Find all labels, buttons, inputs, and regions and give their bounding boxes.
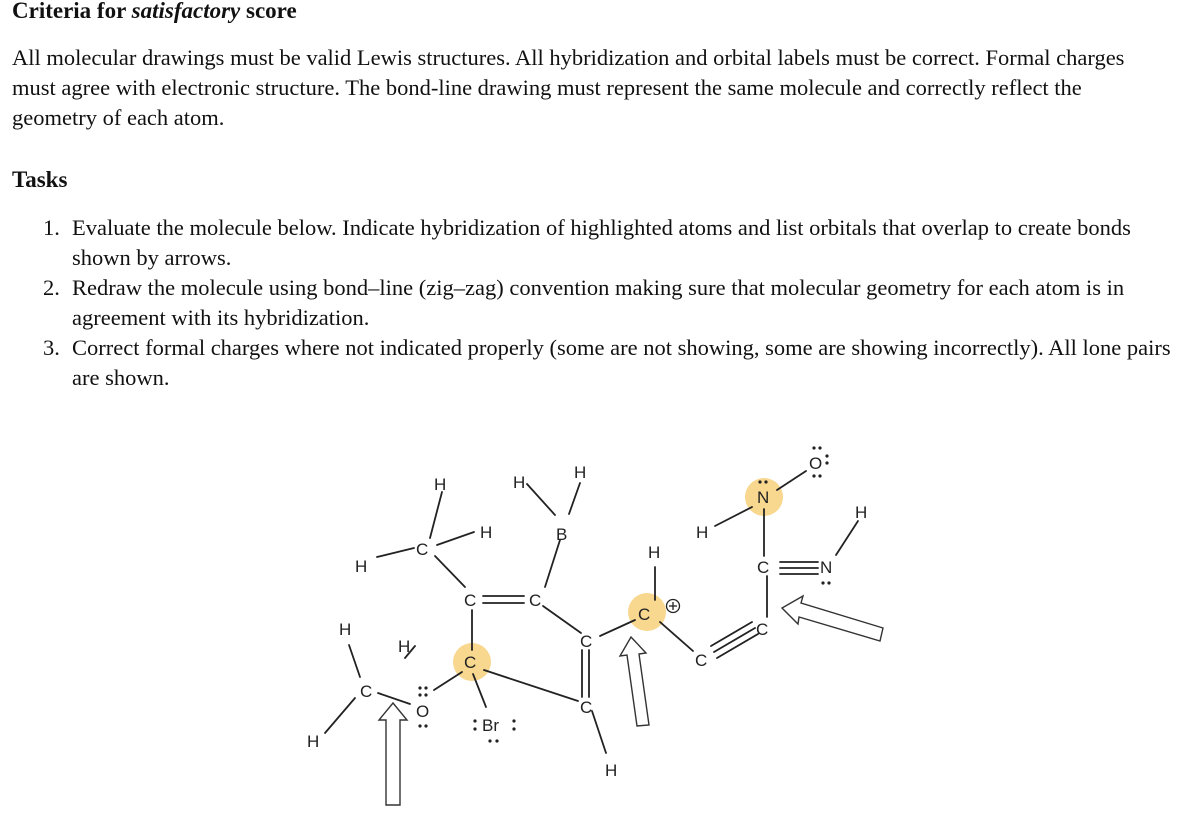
task-number: 3. bbox=[43, 335, 60, 360]
criteria-heading-suffix: score bbox=[240, 0, 297, 23]
atom-n2: N bbox=[820, 558, 833, 577]
atom-h5: H bbox=[480, 523, 493, 542]
atom-o1: O bbox=[416, 702, 430, 721]
atom-h1: H bbox=[339, 620, 352, 639]
atom-c6: C bbox=[580, 632, 593, 651]
atom-c10: C bbox=[756, 620, 769, 639]
atom-o2: O bbox=[809, 454, 823, 473]
molecule-diagram bbox=[290, 440, 900, 810]
atom-h8: H bbox=[574, 463, 587, 482]
formal-charge-plus bbox=[667, 600, 680, 613]
atom-c8: C bbox=[638, 605, 651, 624]
atom-c4: C bbox=[529, 591, 542, 610]
task-number: 2. bbox=[43, 275, 60, 300]
criteria-heading-emphasis: satisfactory bbox=[131, 0, 241, 23]
atom-br: Br bbox=[482, 716, 499, 735]
bond-arrow-middle bbox=[620, 637, 649, 726]
atom-h10: H bbox=[648, 543, 661, 562]
bond-arrow-right bbox=[782, 596, 883, 641]
criteria-heading bbox=[12, 0, 297, 24]
atom-h3: H bbox=[355, 557, 368, 576]
atom-h9: H bbox=[605, 761, 618, 780]
task-item bbox=[43, 333, 1182, 393]
atom-n1: N bbox=[757, 488, 770, 507]
atom-h12: H bbox=[855, 503, 868, 522]
atom-c5: C bbox=[464, 653, 477, 672]
atom-b: B bbox=[556, 525, 568, 544]
task-number: 1. bbox=[43, 215, 60, 240]
task-list bbox=[43, 213, 1182, 393]
task-item bbox=[43, 213, 1182, 273]
atom-c3: C bbox=[464, 591, 477, 610]
atom-c7: C bbox=[580, 698, 593, 717]
criteria-heading-prefix: Criteria for bbox=[12, 0, 132, 23]
task-text: Correct formal charges where not indicated properly (some are not showing, some are showing incorrectly). All lone pairs are shown. bbox=[72, 335, 1171, 390]
atom-h7: H bbox=[513, 473, 526, 492]
tasks-heading: Tasks bbox=[12, 167, 68, 192]
atom-h6: H bbox=[398, 637, 411, 656]
task-text: Redraw the molecule using bond–line (zig–zag) convention making sure that molecular geometry for each atom is in agreement with its hybridization. bbox=[72, 275, 1125, 330]
criteria-text: All molecular drawings must be valid Lewis structures. All hybridization and orbital labels must be correct. Formal charges must agree with electronic structure. The bond-line drawing must represent the same molecule and correctly reflect the geometry of each atom. bbox=[12, 45, 1125, 130]
atom-h4: H bbox=[434, 475, 447, 494]
task-item bbox=[43, 273, 1182, 333]
atom-c2: C bbox=[416, 540, 429, 559]
bond-arrow-left bbox=[379, 703, 407, 805]
atom-h2: H bbox=[307, 732, 320, 751]
atom-h11: H bbox=[696, 523, 709, 542]
atom-c9: C bbox=[695, 651, 708, 670]
atom-c1: C bbox=[360, 682, 373, 701]
task-text: Evaluate the molecule below. Indicate hybridization of highlighted atoms and list orbitals that overlap to create bonds shown by arrows. bbox=[72, 215, 1131, 270]
atom-c11: C bbox=[757, 558, 770, 577]
